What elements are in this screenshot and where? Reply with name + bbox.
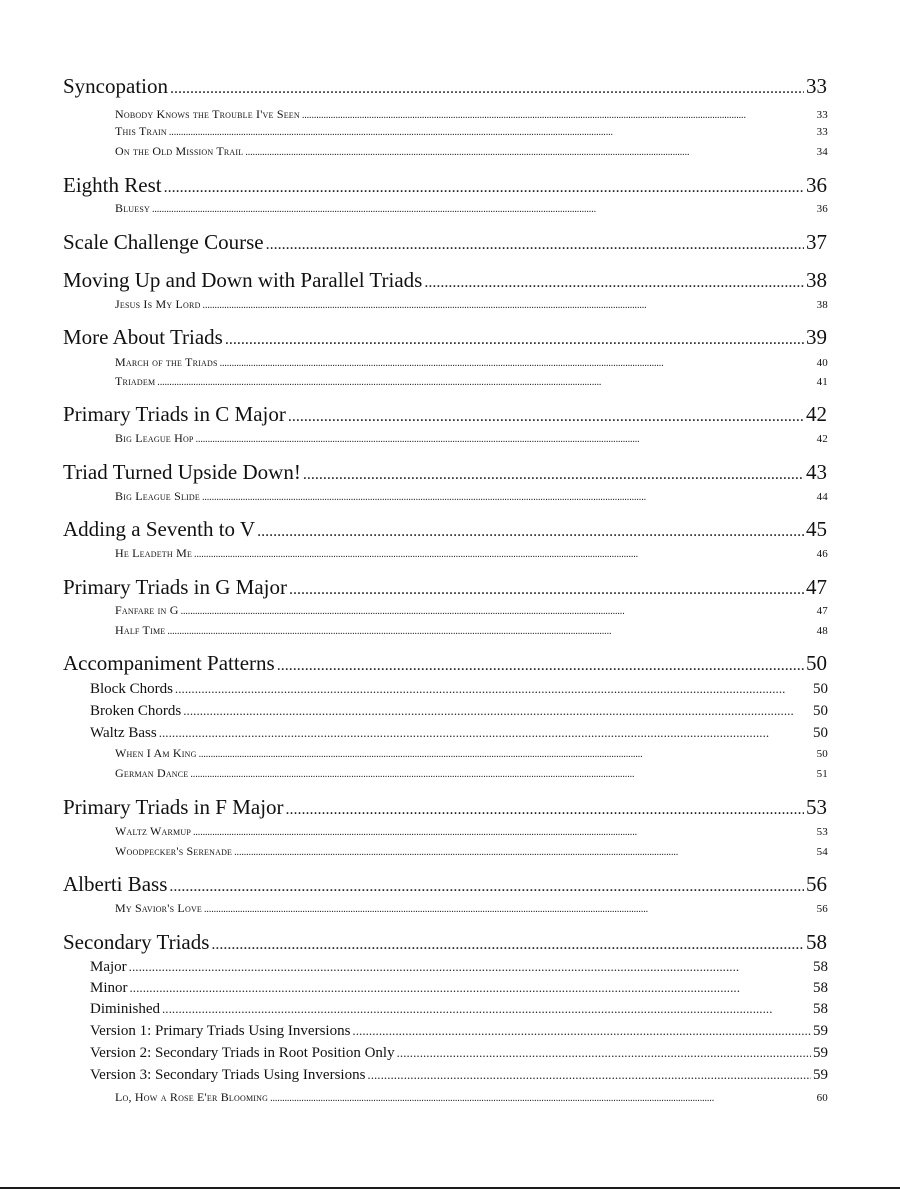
topic-title: Broken Chords — [90, 703, 182, 719]
toc-chapter[interactable] — [63, 930, 827, 957]
piece-title: Lo, How a Rose E'er Blooming — [115, 1091, 269, 1104]
page-number: 58 — [813, 959, 828, 975]
page-number: 54 — [816, 846, 828, 858]
toc-piece[interactable] — [115, 202, 828, 216]
toc-piece[interactable] — [115, 432, 828, 446]
piece-title: He Leadeth Me — [115, 547, 193, 560]
dot-leader — [202, 491, 815, 504]
page-number: 46 — [816, 548, 828, 560]
dot-leader — [277, 651, 804, 678]
page-number: 50 — [813, 725, 828, 741]
topic-title: Major — [90, 959, 127, 975]
page-number: 56 — [806, 872, 827, 896]
toc-topic[interactable] — [90, 1066, 828, 1084]
chapter-title: Eighth Rest — [63, 173, 162, 197]
toc-chapter[interactable] — [63, 575, 827, 602]
toc-topic[interactable] — [90, 702, 828, 720]
chapter-title: Syncopation — [63, 74, 168, 98]
dot-leader — [266, 230, 804, 257]
toc-topic[interactable] — [90, 958, 828, 976]
chapter-title: Primary Triads in F Major — [63, 795, 284, 819]
toc-chapter[interactable] — [63, 460, 827, 487]
dot-leader — [245, 146, 814, 159]
page-number: 58 — [813, 980, 828, 996]
topic-title: Waltz Bass — [90, 725, 157, 741]
dot-leader — [286, 795, 804, 822]
dot-leader — [211, 930, 804, 957]
dot-leader — [196, 433, 815, 446]
dot-leader — [288, 402, 804, 429]
piece-title: Fanfare in G — [115, 604, 179, 617]
toc-piece[interactable] — [115, 145, 828, 159]
dot-leader — [234, 846, 814, 859]
page-number: 59 — [813, 1023, 828, 1039]
dot-leader — [130, 979, 812, 997]
piece-title: My Savior's Love — [115, 902, 203, 915]
chapter-title: Moving Up and Down with Parallel Triads — [63, 268, 423, 292]
page-number: 45 — [806, 517, 827, 541]
topic-title: Block Chords — [90, 681, 173, 697]
topic-title: Version 1: Primary Triads Using Inversions — [90, 1023, 351, 1039]
topic-title: Minor — [90, 980, 128, 996]
page-number: 33 — [806, 74, 827, 98]
bottom-rule — [0, 1187, 900, 1189]
toc-piece[interactable] — [115, 490, 828, 504]
toc-piece[interactable] — [115, 108, 828, 122]
page-number: 50 — [816, 748, 828, 760]
toc-chapter[interactable] — [63, 230, 827, 257]
dot-leader — [181, 605, 815, 618]
page-number: 60 — [816, 1092, 828, 1104]
page-number: 42 — [816, 433, 828, 445]
dot-leader — [193, 826, 815, 839]
toc-chapter[interactable] — [63, 872, 827, 899]
dot-leader — [367, 1066, 811, 1084]
page-number: 38 — [806, 268, 827, 292]
page-number: 50 — [806, 651, 827, 675]
toc-piece[interactable] — [115, 767, 828, 781]
toc-piece[interactable] — [115, 624, 828, 638]
page-number: 56 — [816, 903, 828, 915]
toc-chapter[interactable] — [63, 173, 827, 200]
dot-leader — [164, 173, 804, 200]
chapter-title: Scale Challenge Course — [63, 230, 264, 254]
page-number: 51 — [816, 768, 828, 780]
dot-leader — [397, 1044, 811, 1062]
dot-leader — [303, 460, 804, 487]
dot-leader — [352, 1022, 811, 1040]
dot-leader — [270, 1092, 815, 1105]
toc-topic[interactable] — [90, 1022, 828, 1040]
page-number: 58 — [806, 930, 827, 954]
piece-title: This Train — [115, 125, 167, 138]
dot-leader — [167, 625, 814, 638]
page-number: 50 — [813, 681, 828, 697]
piece-title: On the Old Mission Trail — [115, 145, 244, 158]
chapter-title: Primary Triads in C Major — [63, 402, 286, 426]
dot-leader — [159, 724, 811, 742]
dot-leader — [162, 1000, 811, 1018]
dot-leader — [190, 768, 814, 781]
piece-title: Jesus Is My Lord — [115, 298, 201, 311]
toc-topic[interactable] — [90, 724, 828, 742]
page-number: 50 — [813, 703, 828, 719]
dot-leader — [152, 203, 815, 216]
page-number: 42 — [806, 402, 827, 426]
page-number: 43 — [806, 460, 827, 484]
toc-piece[interactable] — [115, 604, 828, 618]
toc-chapter[interactable] — [63, 74, 827, 101]
dot-leader — [194, 548, 815, 561]
piece-title: Nobody Knows the Trouble I've Seen — [115, 108, 300, 121]
dot-leader — [204, 903, 815, 916]
dot-leader — [302, 109, 815, 122]
piece-title: Bluesy — [115, 202, 150, 215]
piece-title: Big League Slide — [115, 490, 200, 503]
page-number: 53 — [806, 795, 827, 819]
dot-leader — [170, 74, 804, 101]
toc-piece[interactable] — [115, 125, 828, 139]
toc-piece[interactable] — [115, 356, 828, 370]
toc-piece[interactable] — [115, 547, 828, 561]
page-number: 48 — [816, 625, 828, 637]
dot-leader — [199, 748, 815, 761]
toc-chapter[interactable] — [63, 268, 827, 295]
page-number: 44 — [816, 491, 828, 503]
page-number: 36 — [806, 173, 827, 197]
toc-topic[interactable] — [90, 680, 828, 698]
toc-piece[interactable] — [115, 845, 828, 859]
dot-leader — [225, 325, 804, 352]
page-number: 47 — [806, 575, 827, 599]
chapter-title: Alberti Bass — [63, 872, 168, 896]
page-number: 34 — [816, 146, 828, 158]
toc-topic[interactable] — [90, 1044, 828, 1062]
dot-leader — [220, 357, 815, 370]
piece-title: Woodpecker's Serenade — [115, 845, 233, 858]
toc-chapter[interactable] — [63, 795, 827, 822]
toc-chapter[interactable] — [63, 402, 827, 429]
dot-leader — [203, 299, 815, 312]
topic-title: Version 3: Secondary Triads Using Inversions — [90, 1067, 366, 1083]
dot-leader — [169, 126, 815, 139]
topic-title: Version 2: Secondary Triads in Root Position Only — [90, 1045, 395, 1061]
piece-title: German Dance — [115, 767, 189, 780]
piece-title: Waltz Warmup — [115, 825, 191, 838]
dot-leader — [424, 268, 804, 295]
page-number: 53 — [816, 826, 828, 838]
page-number: 39 — [806, 325, 827, 349]
page-number: 36 — [816, 203, 828, 215]
toc-piece[interactable] — [115, 298, 828, 312]
chapter-title: Accompaniment Patterns — [63, 651, 275, 675]
page-number: 41 — [816, 376, 828, 388]
toc-topic[interactable] — [90, 979, 828, 997]
chapter-title: Primary Triads in G Major — [63, 575, 288, 599]
toc-piece[interactable] — [115, 747, 828, 761]
chapter-title: Secondary Triads — [63, 930, 210, 954]
dot-leader — [129, 958, 811, 976]
dot-leader — [157, 376, 814, 389]
dot-leader — [257, 517, 804, 544]
toc-chapter[interactable] — [63, 651, 827, 678]
topic-title: Diminished — [90, 1001, 160, 1017]
page-number: 37 — [806, 230, 827, 254]
page-number: 47 — [816, 605, 828, 617]
toc-piece[interactable] — [115, 375, 828, 389]
piece-title: Big League Hop — [115, 432, 194, 445]
piece-title: Triadem — [115, 375, 156, 388]
toc-piece[interactable] — [115, 825, 828, 839]
dot-leader — [175, 680, 811, 698]
page-number: 59 — [813, 1067, 828, 1083]
page-number: 40 — [816, 357, 828, 369]
page-number: 58 — [813, 1001, 828, 1017]
page-number: 59 — [813, 1045, 828, 1061]
chapter-title: Triad Turned Upside Down! — [63, 460, 301, 484]
toc-topic[interactable] — [90, 1000, 828, 1018]
piece-title: When I Am King — [115, 747, 197, 760]
toc-piece[interactable] — [115, 902, 828, 916]
toc-chapter[interactable] — [63, 325, 827, 352]
piece-title: March of the Triads — [115, 356, 218, 369]
piece-title: Half Time — [115, 624, 166, 637]
page-number: 38 — [816, 299, 828, 311]
chapter-title: More About Triads — [63, 325, 223, 349]
toc-piece[interactable] — [115, 1091, 828, 1105]
chapter-title: Adding a Seventh to V — [63, 517, 256, 541]
dot-leader — [289, 575, 804, 602]
page-number: 33 — [816, 109, 828, 121]
toc-chapter[interactable] — [63, 517, 827, 544]
dot-leader — [183, 702, 811, 720]
page-number: 33 — [816, 126, 828, 138]
dot-leader — [169, 872, 804, 899]
